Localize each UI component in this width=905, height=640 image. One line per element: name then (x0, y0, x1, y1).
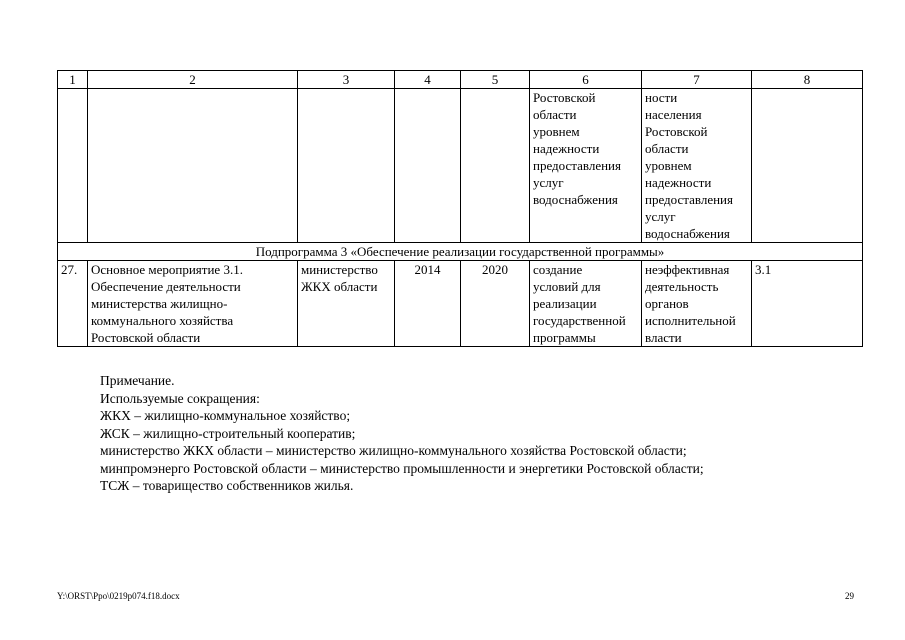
table-cell (752, 89, 863, 243)
cell-line: деятельность (645, 279, 719, 294)
note-line: Используемые сокращения: (100, 390, 260, 406)
cell-line: услуг (645, 209, 676, 224)
note-line: ЖКХ – жилищно-коммунальное хозяйство; (100, 408, 351, 423)
cell-line: области (533, 107, 577, 122)
cell-line: ЖКХ области (301, 279, 378, 294)
cell-line: уровнем (645, 158, 692, 173)
cell-line: условий для (533, 279, 601, 294)
cell-line: Основное мероприятие 3.1. (91, 262, 243, 277)
cell-line: исполнительной (645, 313, 736, 328)
note-line: ТСЖ – товарищество собственников жилья. (100, 478, 354, 493)
note-line: Примечание. (100, 373, 175, 388)
table-cell (395, 89, 461, 243)
cell-line: Обеспечение деятельности (91, 279, 241, 294)
table-row-27 (58, 261, 863, 347)
header-cell-6: 6 (530, 71, 642, 89)
table-row-continued (58, 89, 863, 243)
table-cell (461, 89, 530, 243)
cell-line: Ростовской области (91, 330, 201, 345)
cell-line: области (645, 141, 689, 156)
subprogram-title: Подпрограмма 3 «Обеспечение реализации государственной программы» (58, 243, 863, 261)
cell-line: программы (533, 330, 596, 345)
cell-line: водоснабжения (533, 192, 618, 207)
cell-line: Ростовской (533, 90, 596, 105)
cell-line: водоснабжения (645, 226, 730, 241)
expected-result-cell (530, 261, 642, 347)
cell-line: надежности (645, 175, 712, 190)
cell-line: ности (645, 90, 678, 105)
cell-line: органов (645, 296, 689, 311)
header-cell-7: 7 (642, 71, 752, 89)
header-cell-8: 8 (752, 71, 863, 89)
end-year-cell: 2020 (461, 261, 530, 347)
header-cell-2: 2 (88, 71, 298, 89)
measure-name-cell (88, 261, 298, 347)
cell-line: министерства жилищно- (91, 296, 228, 311)
cell-line: надежности (533, 141, 600, 156)
cell-line: услуг (533, 175, 564, 190)
table-cell (58, 89, 88, 243)
executor-cell (298, 261, 395, 347)
cell-line: Ростовской (645, 124, 708, 139)
measures-table (57, 70, 863, 347)
cell-line: коммунального хозяйства (91, 313, 234, 328)
header-cell-4: 4 (395, 71, 461, 89)
page-number: 29 (845, 591, 854, 601)
cell-line: неэффективная (645, 262, 730, 277)
cell-line: создание (533, 262, 583, 277)
continued-col7-cell (642, 89, 752, 243)
indicator-cell: 3.1 (752, 261, 863, 347)
cell-line: населения (645, 107, 702, 122)
note-line: минпромэнерго Ростовской области – министерство промышленности и энергетики Ростовской области; (100, 460, 704, 476)
consequences-cell (642, 261, 752, 347)
cell-line: предоставления (533, 158, 621, 173)
cell-line: предоставления (645, 192, 733, 207)
header-cell-3: 3 (298, 71, 395, 89)
table-cell (298, 89, 395, 243)
header-row (58, 71, 863, 89)
header-cell-1: 1 (58, 71, 88, 89)
subprogram-row (58, 243, 863, 261)
note-line: министерство ЖКХ области – министерство жилищно-коммунального хозяйства Ростовской области; (100, 443, 687, 458)
start-year-cell: 2014 (395, 261, 461, 347)
footer-file-path: Y:\ORST\Ppo\0219p074.f18.docx (57, 591, 180, 601)
cell-line: министерство (301, 262, 378, 277)
continued-col6-cell (530, 89, 642, 243)
table-cell (88, 89, 298, 243)
cell-line: реализации (533, 296, 597, 311)
header-cell-5: 5 (461, 71, 530, 89)
cell-line: власти (645, 330, 682, 345)
notes-section (100, 372, 704, 495)
row-number: 27. (58, 261, 88, 347)
cell-line: уровнем (533, 124, 580, 139)
cell-line: государственной (533, 313, 626, 328)
note-line: ЖСК – жилищно-строительный кооператив; (100, 425, 356, 441)
